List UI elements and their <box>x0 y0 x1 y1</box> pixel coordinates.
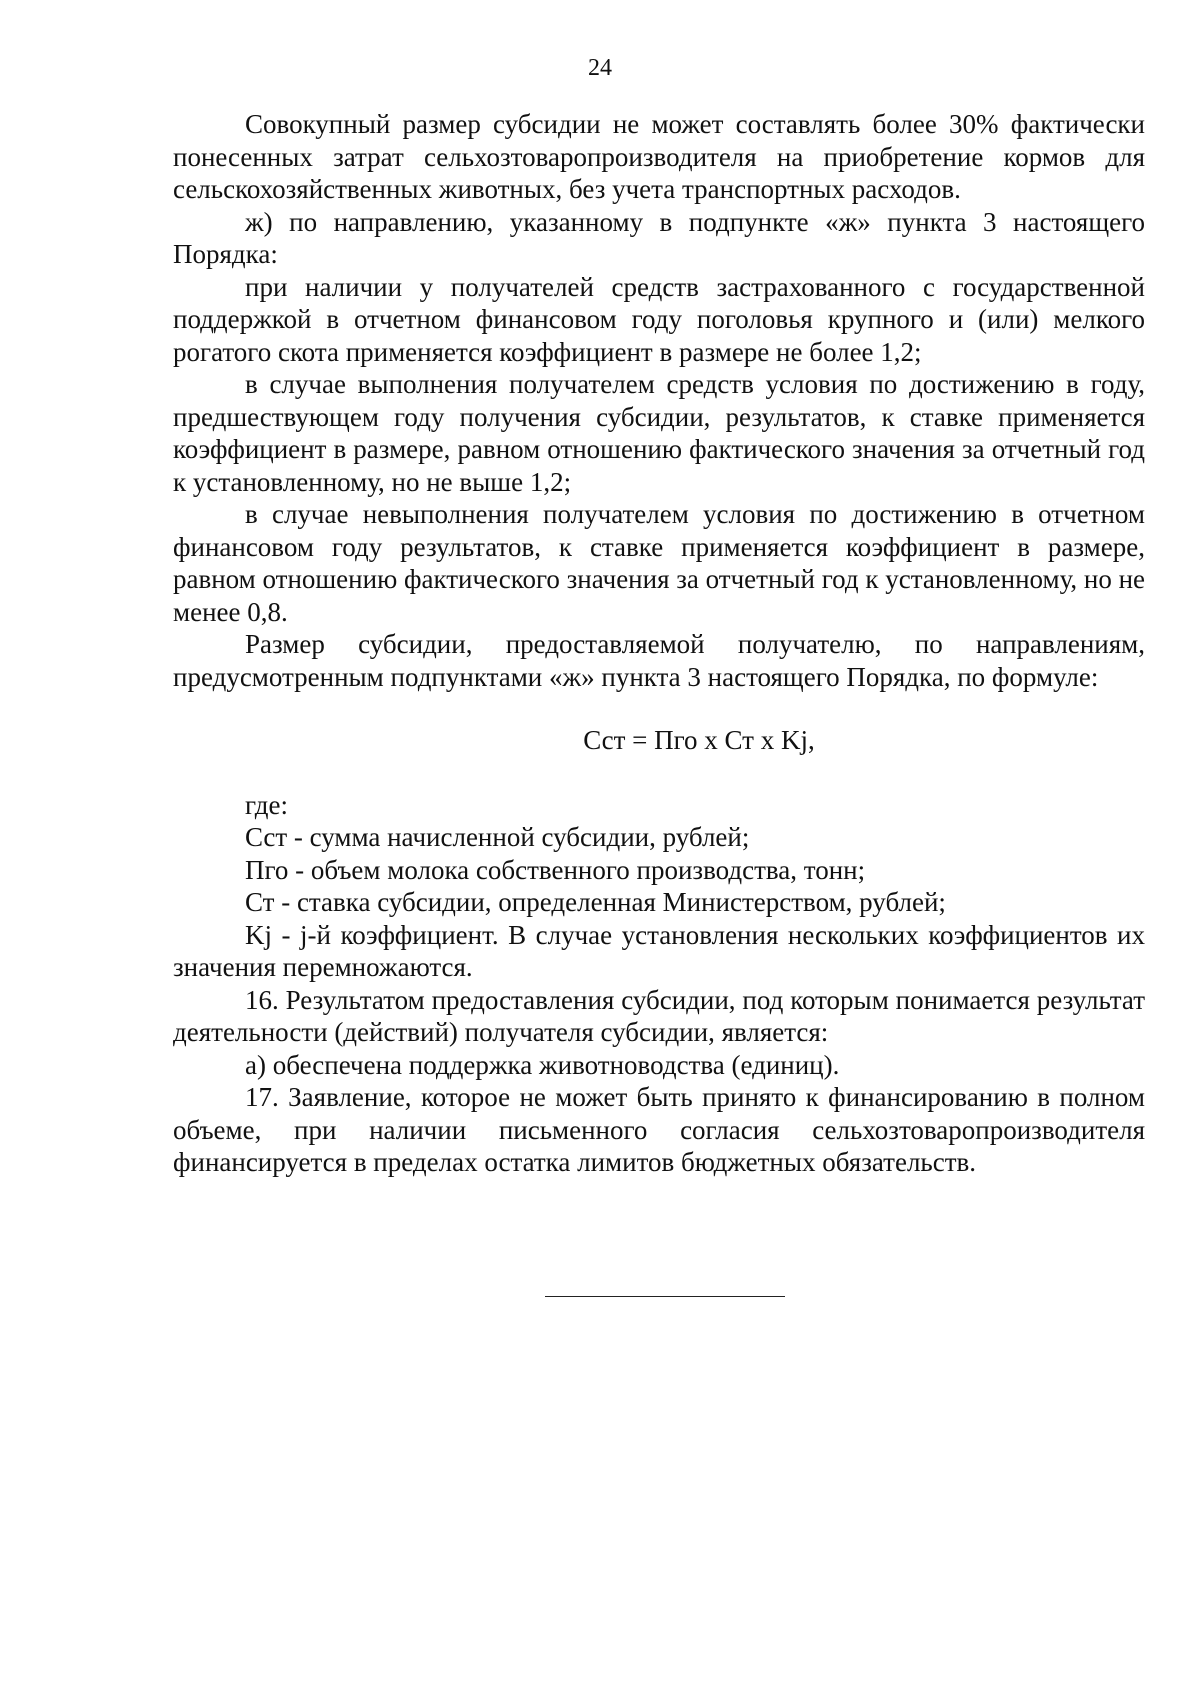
paragraph-insured-livestock-coefficient: при наличии у получателей средств застрахованного с государственной поддержкой в отчетном финансовом году поголовья крупного и (или) мелкого рогатого скота применяется коэффициент в размере не более 1,2; <box>173 271 1145 367</box>
page-number: 24 <box>588 55 612 81</box>
paragraph-results-achieved-coefficient: в случае выполнения получателем средств условия по достижению в году, предшествующем году получения субсидии, результатов, к ставке применяется коэффициент в размере, равном отношению фактического значения за отчетный год к установленному, но не выше 1,2; <box>173 369 1145 497</box>
paragraph-where: где: <box>245 789 288 820</box>
definition-st: Ст - ставка субсидии, определенная Министерством, рублей; <box>245 887 946 917</box>
end-of-document-line <box>545 1296 785 1297</box>
definition-sst: Сст - сумма начисленной субсидии, рублей; <box>245 822 750 852</box>
paragraph-aggregate-subsidy-limit: Совокупный размер субсидии не может составлять более 30% фактически понесенных затрат сельхозтоваропроизводителя на приобретение кормов для сельскохозяйственных животных, без учета транспортных расходов. <box>173 109 1145 204</box>
definition-pgo: Пго - объем молока собственного производства, тонн; <box>245 854 866 885</box>
paragraph-subsidy-size-intro: Размер субсидии, предоставляемой получателю, по направлениям, предусмотренным подпунктами «ж» пункта 3 настоящего Порядка, по формуле: <box>173 629 1145 692</box>
definition-kj: Kj - j-й коэффициент. В случае установления нескольких коэффициентов их значения перемножаются. <box>173 919 1145 982</box>
paragraph-item-17: 17. Заявление, которое не может быть принято к финансированию в полном объеме, при наличии письменного согласия сельхозтоваропроизводителя финансируется в пределах остатка лимитов бюджетных обязательств. <box>173 1082 1145 1177</box>
paragraph-direction-zh: ж) по направлению, указанному в подпункте «ж» пункта 3 настоящего Порядка: <box>173 206 1145 269</box>
paragraph-item-16-a: а) обеспечена поддержка животноводства (единиц). <box>245 1049 840 1080</box>
document-body <box>173 108 1145 1179</box>
paragraph-item-16: 16. Результатом предоставления субсидии, под которым понимается результат деятельности (действий) получателя субсидии, является: <box>173 984 1145 1047</box>
subsidy-formula: Сст = Пго х Ст х Kj, <box>583 725 815 755</box>
paragraph-results-not-achieved-coefficient: в случае невыполнения получателем условия по достижению в отчетном финансовом году результатов, к ставке применяется коэффициент в размере, равном отношению фактического значения за отчетный год к установленному, но не менее 0,8. <box>173 499 1146 627</box>
